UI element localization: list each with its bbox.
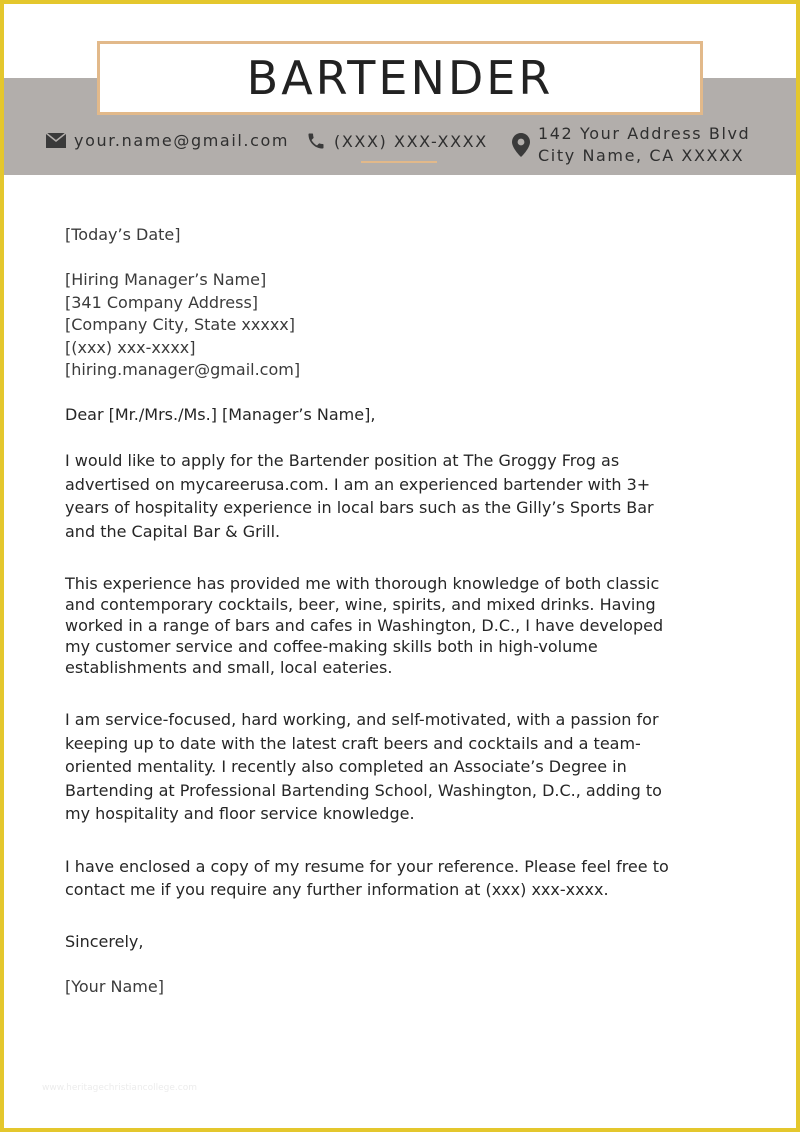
phone-icon (306, 131, 326, 151)
paragraph-line: establishments and small, local eateries. (65, 658, 393, 677)
paragraph-line: I am service-focused, hard working, and self-motivated, with a passion for (65, 710, 659, 729)
paragraph-line: I have enclosed a copy of my resume for your reference. Please feel free to (65, 856, 669, 876)
paragraph-line: and contemporary cocktails, beer, wine, spirits, and mixed drinks. Having (65, 595, 656, 614)
page-title: BARTENDER (246, 51, 554, 105)
title-box (97, 41, 703, 115)
contact-address (512, 123, 750, 167)
map-pin-icon (512, 133, 530, 157)
paragraph-line: I would like to apply for the Bartender position at The Groggy Frog as (65, 451, 620, 470)
paragraph-line: my customer service and coffee-making skills both in high-volume (65, 637, 598, 656)
closing: Sincerely, (65, 931, 144, 951)
watermark: www.heritagechristiancollege.com (42, 1083, 197, 1093)
recipient-address: [341 Company Address] (65, 292, 259, 312)
paragraph-4 (65, 855, 745, 902)
address-line-1: 142 Your Address Blvd (538, 124, 751, 143)
paragraph-line: my hospitality and floor service knowledge. (65, 804, 415, 823)
paragraph-line: contact me if you require any further information at (xxx) xxx-xxxx. (65, 880, 609, 899)
salutation: Dear [Mr./Mrs./Ms.] [Manager’s Name], (65, 405, 376, 424)
recipient-city: [Company City, State xxxxx] (65, 315, 295, 334)
contact-email (46, 131, 289, 150)
letter-date: [Today’s Date] (65, 225, 181, 244)
address-line-2: City Name, CA XXXXX (538, 146, 745, 165)
recipient-phone: [(xxx) xxx-xxxx] (65, 337, 196, 357)
paragraph-line: years of hospitality experience in local bars such as the Gilly’s Sports Bar (65, 498, 654, 517)
paragraph-line: This experience has provided me with thorough knowledge of both classic (65, 574, 660, 593)
phone-text: (XXX) XXX-XXXX (334, 131, 488, 151)
paragraph-3 (65, 708, 745, 826)
accent-divider (361, 161, 437, 163)
paragraph-line: Bartending at Professional Bartending School, Washington, D.C., adding to (65, 780, 662, 800)
paragraph-1 (65, 449, 745, 543)
paragraph-line: oriented mentality. I recently also completed an Associate’s Degree in (65, 757, 627, 776)
contact-phone (306, 131, 488, 151)
paragraph-line: and the Capital Bar & Grill. (65, 521, 281, 541)
recipient-name: [Hiring Manager’s Name] (65, 270, 267, 289)
paragraph-2 (65, 573, 745, 678)
paragraph-line: keeping up to date with the latest craft beers and cocktails and a team- (65, 733, 641, 753)
paragraph-line: worked in a range of bars and cafes in Washington, D.C., I have developed (65, 616, 664, 635)
email-text: your.name@gmail.com (74, 131, 290, 150)
paragraph-line: advertised on mycareerusa.com. I am an experienced bartender with 3+ (65, 474, 651, 494)
letter-body (65, 224, 745, 998)
signature: [Your Name] (65, 976, 164, 996)
recipient-email: [hiring.manager@gmail.com] (65, 360, 301, 379)
envelope-icon (46, 133, 66, 148)
